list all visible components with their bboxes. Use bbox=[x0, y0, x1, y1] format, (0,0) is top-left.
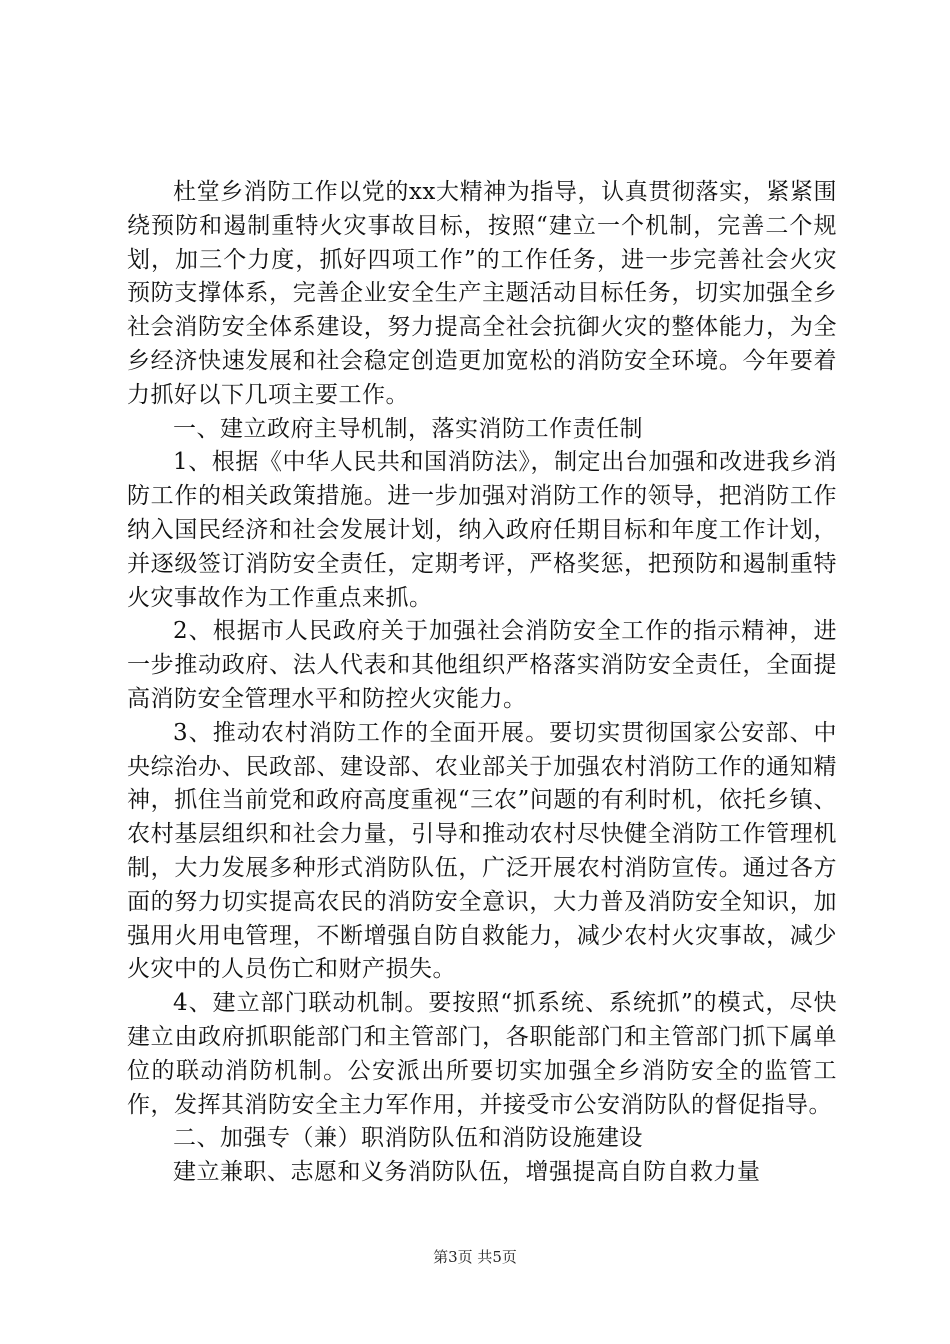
intro-paragraph: 杜堂乡消防工作以党的xx大精神为指导，认真贯彻落实，紧紧围绕预防和遏制重特火灾事故目标，按照“建立一个机制，完善二个规划，加三个力度，抓好四项工作”的工作任务，进一步完善社会火灾预防支撑体系，完善企业安全生产主题活动目标任务，切实加强全乡社会消防安全体系建设，努力提高全社会抗御火灾的整体能力，为全乡经济快速发展和社会稳定创造更加宽松的消防安全环境。今年要着力抓好以下几项主要工作。 bbox=[127, 179, 837, 408]
section-heading-1: 一、建立政府主导机制，落实消防工作责任制 bbox=[173, 415, 643, 442]
item-paragraph-3: 3、推动农村消防工作的全面开展。要切实贯彻国家公安部、中央综治办、民政部、建设部、农业部关于加强农村消防工作的通知精神，抓住当前党和政府高度重视“三农”问题的有利时机，依托乡镇、农村基层组织和社会力量，引导和推动农村尽快健全消防工作管理机制，大力发展多种形式消防队伍，广泛开展农村消防宣传。通过各方面的努力切实提高农民的消防安全意识，大力普及消防安全知识，加强用火用电管理，不断增强自防自救能力，减少农村火灾事故，减少火灾中的人员伤亡和财产损失。 bbox=[127, 719, 837, 983]
section-2-paragraph: 建立兼职、志愿和义务消防队伍，增强提高自防自救力量 bbox=[173, 1159, 761, 1186]
item-paragraph-1: 1、根据《中华人民共和国消防法》，制定出台加强和改进我乡消防工作的相关政策措施。进一步加强对消防工作的领导，把消防工作纳入国民经济和社会发展计划，纳入政府任期目标和年度工作计划，并逐级签订消防安全责任，定期考评，严格奖惩，把预防和遏制重特火灾事故作为工作重点来抓。 bbox=[127, 449, 837, 611]
document-body bbox=[127, 176, 837, 1190]
page-number-footer: 第3页 共5页 bbox=[433, 1248, 517, 1266]
item-paragraph-4: 4、建立部门联动机制。要按照“抓系统、系统抓”的模式，尽快建立由政府抓职能部门和主管部门，各职能部门和主管部门抓下属单位的联动消防机制。公安派出所要切实加强全乡消防安全的监管工作，发挥其消防安全主力军作用，并接受市公安消防队的督促指导。 bbox=[127, 990, 837, 1118]
section-heading-2: 二、加强专（兼）职消防队伍和消防设施建设 bbox=[173, 1125, 643, 1152]
item-paragraph-2: 2、根据市人民政府关于加强社会消防安全工作的指示精神，进一步推动政府、法人代表和其他组织严格落实消防安全责任，全面提高消防安全管理水平和防控火灾能力。 bbox=[127, 618, 837, 712]
